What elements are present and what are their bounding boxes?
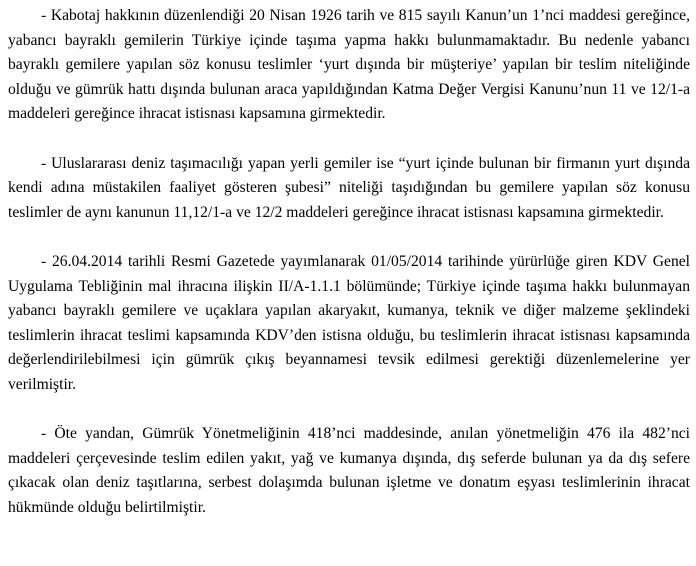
paragraph-spacer	[8, 127, 690, 152]
paragraph-kdv-teblig: - 26.04.2014 tarihli Resmi Gazetede yayımlanarak 01/05/2014 tarihinde yürürlüğe giren KDV Genel Uygulama Tebliğinin mal ihracına ilişkin II/A-1.1.1 bölümünde; Türkiye içinde taşıma hakkı bulunmayan yabancı bayraklı gemilere ve uçaklara yapılan akaryakıt, kumanya, teknik ve diğer malzeme şeklindeki teslimlerin ihracat teslimi kapsamında KDV’den istisna olduğu, bu teslimlerin ihracat istisnası kapsamında değerlendirilebilmesi için gümrük çıkış beyannamesi tevsik edilmesi gerektiği düzenlemelerine yer verilmiştir.	[8, 252, 690, 393]
paragraph-gumruk-yonetmeligi: - Öte yandan, Gümrük Yönetmeliğinin 418’nci maddesinde, anılan yönetmeliğin 476 ila 482’nci maddeleri çerçevesinde teslim edilen yakıt, yağ ve kumanya dışında, dış seferde bulunan ya da dış sefere çıkacak olan deniz taşıtlarına, serbest dolaşımda bulunan işletme ve donatım eşyası teslimlerinin ihracat hükmünde olduğu belirtilmiştir.	[8, 425, 690, 516]
paragraph-spacer	[8, 398, 690, 423]
paragraph-yerli-gemiler: - Uluslararası deniz taşımacılığı yapan yerli gemiler ise “yurt içinde bulunan bir firmanın yurt dışında kendi adına müstakilen faaliyet gösteren şubesi” niteliği taşıdığından bu gemilere yapılan söz konusu teslimler de aynı kanunun 11,12/1-a ve 12/2 maddeleri gereğince ihracat istisnası kapsamına girmektedir.	[8, 154, 690, 221]
paragraph-kabotaj: - Kabotaj hakkının düzenlendiği 20 Nisan 1926 tarih ve 815 sayılı Kanun’un 1’nci maddesi gereğince, yabancı bayraklı gemilerin Türkiye içinde taşıma yapma hakkı bulunmamaktadır. Bu nedenle yabancı bayraklı gemilere yapılan söz konusu teslimler ‘yurt dışında bir müşteriye’ yapılan bir teslim niteliğinde olduğu ve gümrük hattı dışında bulunan araca yapıldığından Katma Değer Vergisi Kanunu’nun 11 ve 12/1-a maddeleri gereğince ihracat istisnası kapsamına girmektedir.	[8, 7, 690, 123]
document-body	[8, 4, 690, 520]
paragraph-spacer	[8, 225, 690, 250]
